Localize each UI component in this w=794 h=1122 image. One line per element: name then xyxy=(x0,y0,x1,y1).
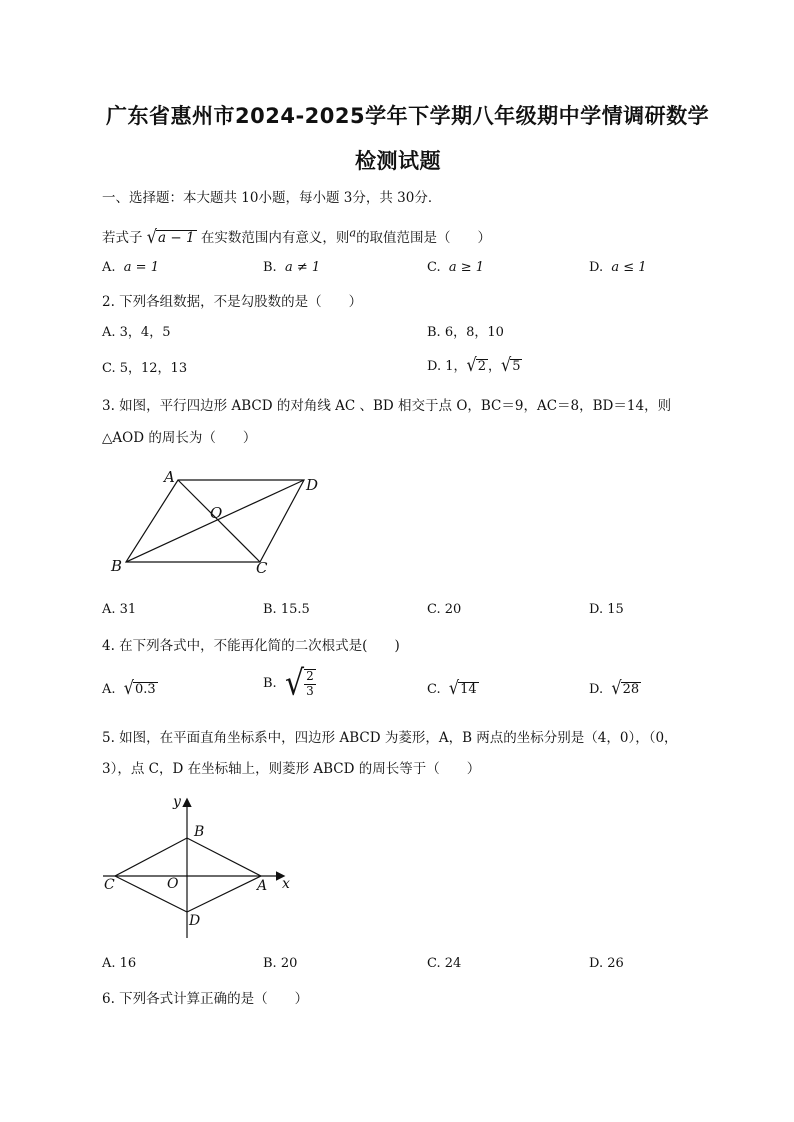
q2-option-d: D. 1，√2 ，√5 xyxy=(427,353,521,376)
q4-option-d: D. √28 xyxy=(589,676,640,699)
q1-option-b: B. a ≠ 1 xyxy=(263,260,321,275)
q1-option-d: D. a ≤ 1 xyxy=(589,260,647,275)
sqrt-icon: √ xyxy=(466,353,477,376)
question-5-stem-line-2: 3），点 C，D 在坐标轴上，则菱形 ABCD 的周长等于（ ） xyxy=(102,761,481,777)
sqrt-icon: √ xyxy=(123,676,134,699)
label-o: O xyxy=(210,504,223,522)
label-a: A xyxy=(257,878,268,894)
label-o: O xyxy=(167,876,179,892)
label-x: x xyxy=(282,876,290,892)
q3-option-d: D. 15 xyxy=(589,602,624,617)
question-4-stem: 4. 在下列各式中，不能再化简的二次根式是( ) xyxy=(102,638,400,654)
label-y: y xyxy=(173,794,181,810)
question-5-stem-line-1: 5. 如图，在平面直角坐标系中，四边形 ABCD 为菱形，A，B 两点的坐标分别是（4，0），（0， xyxy=(102,730,678,746)
parallelogram-figure xyxy=(100,462,340,580)
q2-option-b: B. 6，8，10 xyxy=(427,325,504,340)
sqrt-icon: √ xyxy=(611,676,622,699)
q1-option-c: C. a ≥ 1 xyxy=(427,260,485,275)
title-line-2: 检测试题 xyxy=(355,149,441,173)
label-b: B xyxy=(111,557,123,575)
title-line-1: 广东省惠州市2024-2025学年下学期八年级期中学情调研数学 xyxy=(106,104,710,128)
rhombus-abcd xyxy=(115,838,261,912)
label-c: C xyxy=(104,877,115,893)
question-2-stem: 2. 下列各组数据，不是勾股数的是（ ） xyxy=(102,294,363,310)
q2-option-a: A. 3，4，5 xyxy=(102,325,171,340)
q5-option-b: B. 20 xyxy=(263,956,298,971)
q3-option-b: B. 15.5 xyxy=(263,602,310,617)
question-6-stem: 6. 下列各式计算正确的是（ ） xyxy=(102,991,309,1007)
label-b: B xyxy=(194,824,205,840)
q1-text-c: 的取值范围是（ ） xyxy=(356,230,492,246)
sqrt-icon: √ xyxy=(284,663,305,704)
q5-option-d: D. 26 xyxy=(589,956,624,971)
sqrt-icon: √ xyxy=(146,225,157,248)
q1-text-b: 在实数范围内有意义，则 xyxy=(200,230,350,246)
q5-option-c: C. 24 xyxy=(427,956,462,971)
sqrt-icon: √ xyxy=(501,353,512,376)
rhombus-figure xyxy=(95,790,305,942)
q3-option-a: A. 31 xyxy=(102,602,137,617)
q4-option-c: C. √14 xyxy=(427,676,477,699)
question-1-stem xyxy=(102,226,491,246)
label-d: D xyxy=(306,476,319,494)
q1-var: a xyxy=(349,226,357,240)
label-c: C xyxy=(256,559,268,577)
q4-option-a: A. √0.3 xyxy=(102,676,156,699)
q1-radicand: a − 1 xyxy=(158,230,195,246)
q4-option-b: B. √ $\frac{2}{3}$ xyxy=(263,663,314,704)
sqrt-icon: √ xyxy=(448,676,460,699)
question-3-stem-line-1: 3. 如图，平行四边形 ABCD 的对角线 AC 、BD 相交于点 O，BC＝9，AC＝8，BD＝14，则 xyxy=(102,398,672,414)
q1-text-a: 若式子 xyxy=(102,230,143,246)
q2-option-c: C. 5，12，13 xyxy=(102,361,188,376)
section-heading: 一、选择题：本大题共 10小题，每小题 3分，共 30分． xyxy=(102,190,442,206)
q5-option-a: A. 16 xyxy=(102,956,137,971)
label-d: D xyxy=(189,913,201,929)
label-a: A xyxy=(164,468,175,486)
q3-option-c: C. 20 xyxy=(427,602,462,617)
q1-option-a: A. a = 1 xyxy=(102,260,159,275)
question-3-stem-line-2: △AOD 的周长为（ ） xyxy=(102,430,257,446)
